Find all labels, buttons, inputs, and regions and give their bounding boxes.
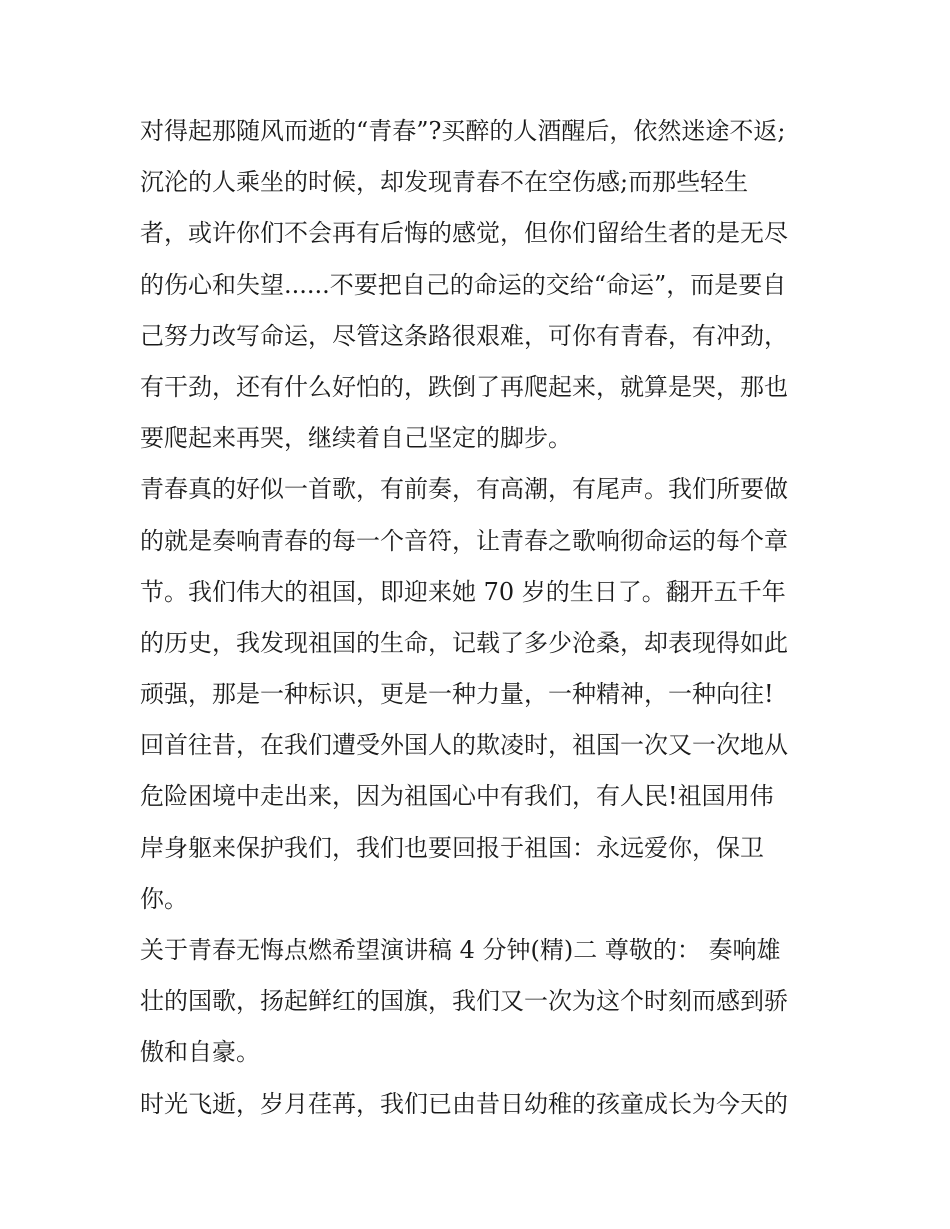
text-line: 青春真的好似一首歌，有前奏，有高潮，有尾声。我们所要做 <box>140 475 788 504</box>
text-line: 的历史，我发现祖国的生命，记载了多少沧桑，却表现得如此 <box>140 628 788 657</box>
text-line: 的伤心和失望......不要把自己的命运的交给“命运”，而是要自 <box>140 270 787 299</box>
text-line: 回首往昔，在我们遭受外国人的欺凌时，祖国一次又一次地从 <box>140 731 788 760</box>
text-line: 岸身躯来保护我们，我们也要回报于祖国：永远爱你，保卫 <box>140 833 764 862</box>
text-line: 沉沦的人乘坐的时候，却发现青春不在空伤感;而那些轻生 <box>140 168 749 197</box>
text-line: 关于青春无悔点燃希望演讲稿 4 分钟(精)二 尊敬的： 奏响雄 <box>140 936 781 964</box>
text-line: 对得起那随风而逝的“青春”?买醉的人酒醒后，依然迷途不返; <box>140 117 786 145</box>
text-line: 时光飞逝，岁月荏苒，我们已由昔日幼稚的孩童成长为今天的 <box>140 1089 788 1118</box>
text-line: 壮的国歌，扬起鲜红的国旗，我们又一次为这个时刻而感到骄 <box>140 987 788 1016</box>
document-body <box>140 106 820 1130</box>
text-line: 你。 <box>140 884 188 913</box>
text-line: 己努力改写命运，尽管这条路很艰难，可你有青春，有冲劲， <box>140 321 788 350</box>
text-line: 节。我们伟大的祖国，即迎来她 70 岁的生日了。翻开五千年 <box>140 577 786 606</box>
text-line: 者，或许你们不会再有后悔的感觉，但你们留给生者的是无尽 <box>140 219 788 248</box>
text-line: 的就是奏响青春的每一个音符，让青春之歌响彻命运的每个章 <box>140 526 788 555</box>
text-line: 有干劲，还有什么好怕的，跌倒了再爬起来，就算是哭，那也 <box>140 372 788 401</box>
text-line: 危险困境中走出来，因为祖国心中有我们，有人民!祖国用伟 <box>140 782 774 811</box>
text-line: 傲和自豪。 <box>140 1038 260 1067</box>
text-line: 要爬起来再哭，继续着自己坚定的脚步。 <box>140 424 572 453</box>
text-line: 顽强，那是一种标识，更是一种力量，一种精神，一种向往! <box>140 680 774 709</box>
